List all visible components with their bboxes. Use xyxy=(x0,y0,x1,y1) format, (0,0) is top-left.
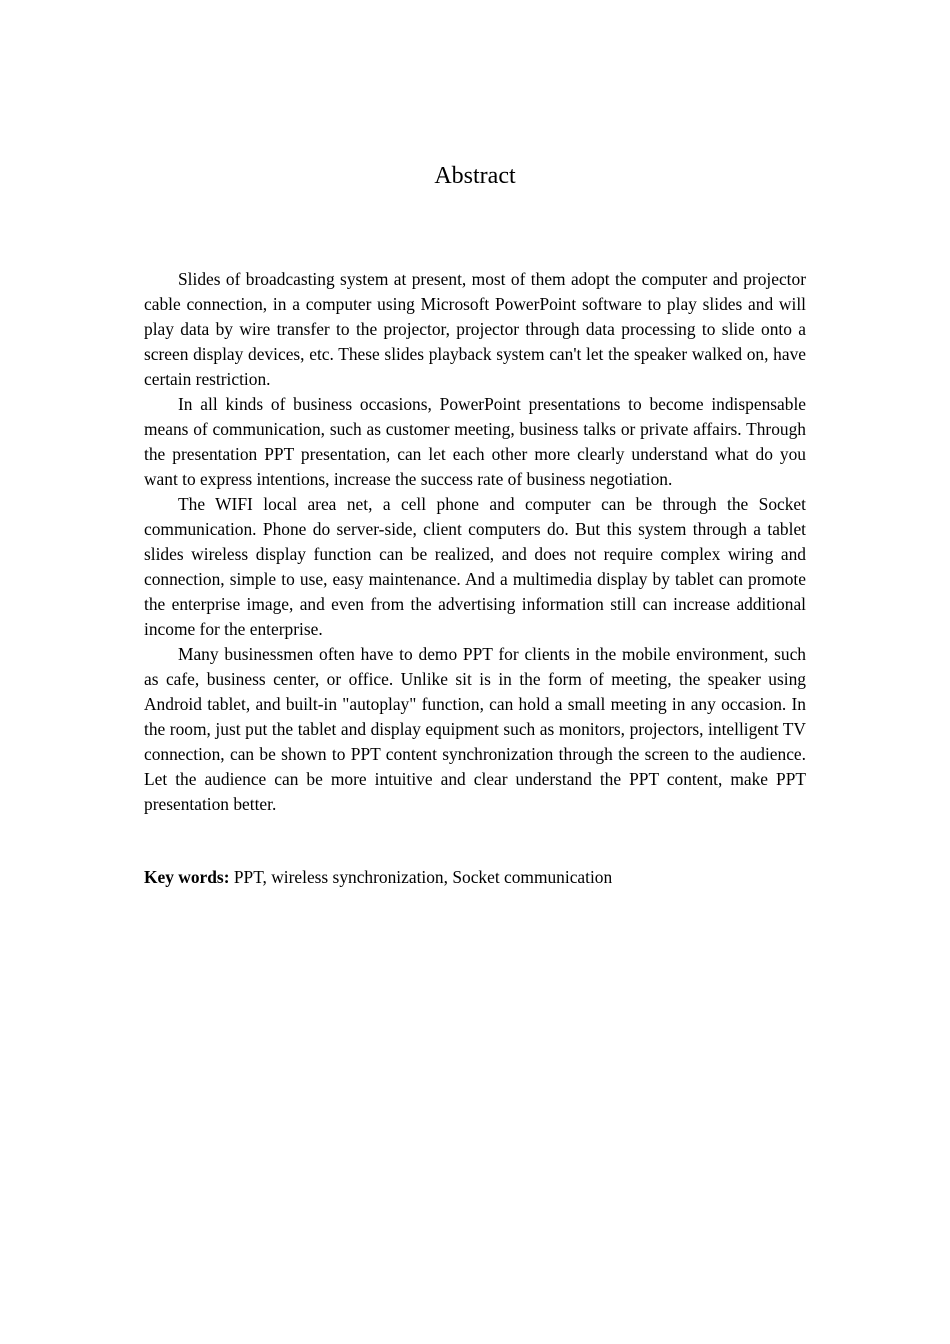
abstract-paragraph-4: Many businessmen often have to demo PPT for clients in the mobile environment, such as cafe, business center, or office. Unlike sit is in the form of meeting, the speaker using Android tablet, and built-in "autoplay" function, can hold a small meeting in any occasion. In the room, just put the tablet and display equipment such as monitors, projectors, intelligent TV connection, can be shown to PPT content synchronization through the screen to the audience. Let the audience can be more intuitive and clear understand the PPT content, make PPT presentation better. xyxy=(144,644,806,814)
keywords-line xyxy=(144,865,806,890)
page-title: Abstract xyxy=(434,163,516,189)
keywords-label: Key words: xyxy=(144,867,230,887)
abstract-paragraph-3: The WIFI local area net, a cell phone and computer can be through the Socket communication. Phone do server-side, client computers do. But this system through a tablet slides wireless display function can be realized, and does not require complex wiring and connection, simple to use, easy maintenance. And a multimedia display by tablet can promote the enterprise image, and even from the advertising information still can increase additional income for the enterprise. xyxy=(144,494,806,639)
abstract-paragraph-1: Slides of broadcasting system at present, most of them adopt the computer and projector cable connection, in a computer using Microsoft PowerPoint software to play slides and will play data by wire transfer to the projector, projector through data processing to slide onto a screen display devices, etc. These slides playback system can't let the speaker walked on, have certain restriction. xyxy=(144,269,806,389)
keywords-text: PPT, wireless synchronization, Socket communication xyxy=(229,867,613,887)
abstract-paragraph-2: In all kinds of business occasions, PowerPoint presentations to become indispensable means of communication, such as customer meeting, business talks or private affairs. Through the presentation PPT presentation, can let each other more clearly understand what do you want to express intentions, increase the success rate of business negotiation. xyxy=(144,394,806,489)
abstract-body xyxy=(144,267,806,817)
